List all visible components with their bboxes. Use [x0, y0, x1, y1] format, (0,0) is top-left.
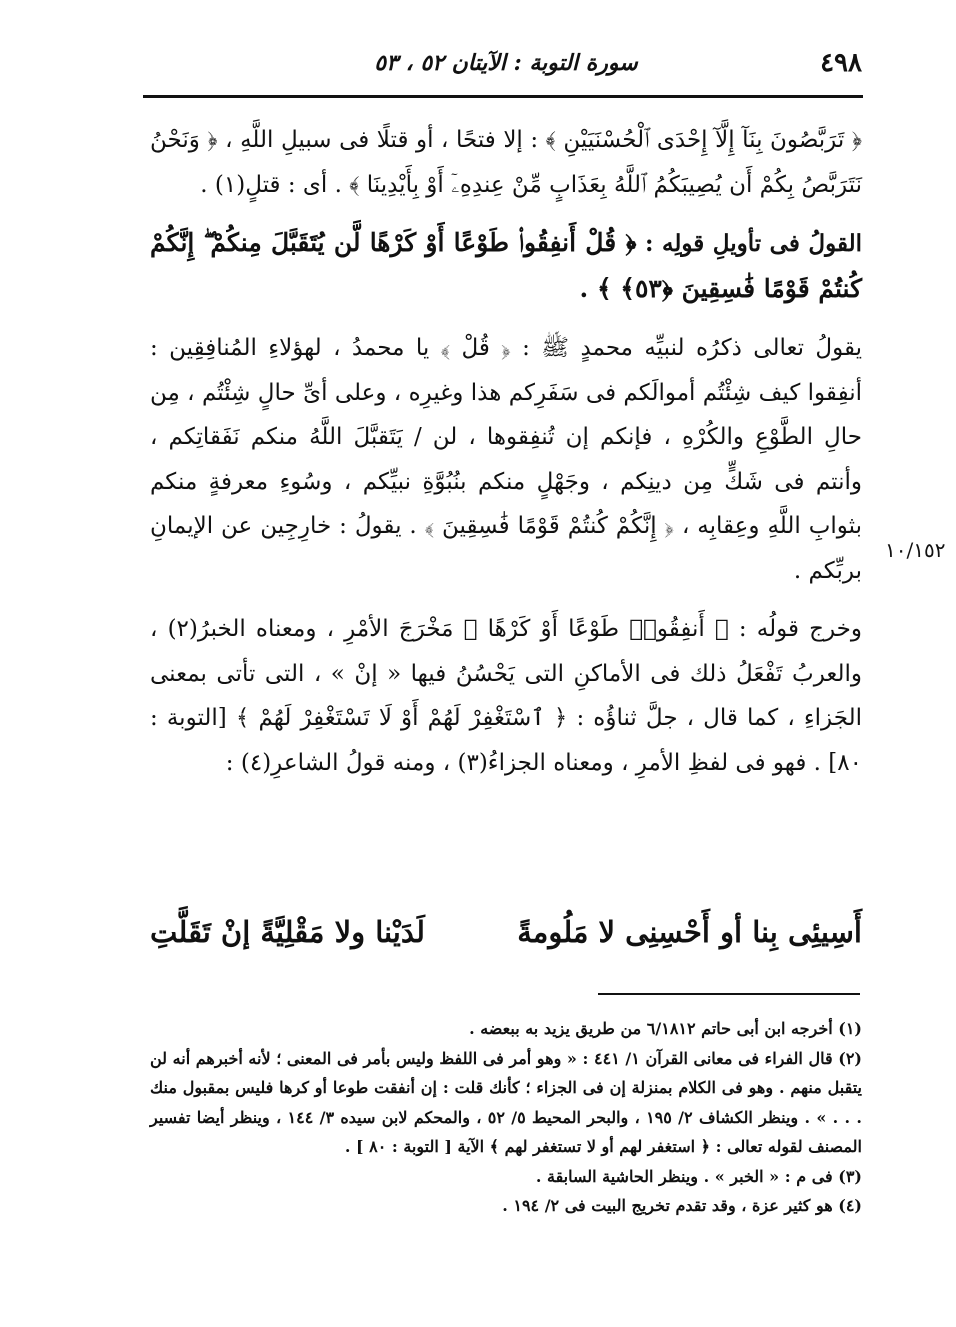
footnotes: [150, 1014, 862, 1221]
page-number: ٤٩٨: [820, 48, 862, 78]
header-rule: [143, 95, 863, 98]
paragraph: [150, 607, 862, 785]
margin-reference: ١٠/١٥٢: [885, 538, 946, 562]
footnote-rule: [598, 993, 860, 995]
running-title: سورة التوبة : الآيتان ٥٢ ، ٥٣: [374, 50, 638, 76]
footnote: (٣) فى م : « الخبر » . وينظر الحاشية السابقة .: [535, 1166, 862, 1186]
paragraph: [150, 326, 862, 593]
poetry-verse: [150, 915, 862, 949]
paragraph-text: يقولُ تعالى ذكرُه لنبيِّه محمدٍ ﷺ : ﴿ قُلْ ﴾ يا محمدُ ، لهؤلاءِ المُنافِقِين : أنفِقوا كيف شِئْتُم أموالَكم فى سَفَرِكم هذا وغيرِه ، وعلى أىِّ حالٍ شِئْتُم ، مِن حالِ الطَّوْعِ والكُرْهِ ، فإنكم إن تُنفِقوها ، لن / يَتَقبَّلَ اللَّهُ منكم نَفَقاتِكم ، وأنتم فى شَكٍّ مِن دينِكم ، وجَهْلٍ منكم بنُبُوَّةِ نبيِّكم ، وسُوءِ معرفةٍ منكم بثوابِ اللَّهِ وعِقابِه ، ﴿ إِنَّكُمْ كُنتُمْ قَوْمًا فَٰسِقِينَ ﴾ . يقولُ : خارِجِين عن الإيمانِ بربِّكم .: [150, 335, 862, 584]
paragraph: [150, 118, 862, 207]
verse-second-hemistich: لَدَيْنا ولا مَقْلِيَّةً إنْ تَقَلَّتِ: [150, 915, 425, 949]
footnote: (١) أخرجه ابن أبى حاتم ٦/١٨١٢ من طريق يزيد به ببعضه .: [469, 1019, 862, 1038]
main-text: [150, 118, 862, 799]
paragraph: [150, 221, 862, 312]
paragraph-text: وخرج قولُه : ﴿ أَنفِقُوا۟ طَوْعًا أَوْ كَرْهًا ﴾ مَخْرَجَ الأمْرِ ، ومعناه الخبرُ(٢) ، والعربُ تَفْعَلُ ذلك فى الأماكنِ التى يَحْسُنُ فيها « إنْ » ، التى تأتى بمعنى الجَزاءِ ، كما قال ، جلَّ ثناؤُه : ﴿ ٱسْتَغْفِرْ لَهُمْ أَوْ لَا تَسْتَغْفِرْ لَهُمْ ﴾ [التوبة : ٨٠] . فهو فى لفظِ الأمرِ ، ومعناه الجزاءُ(٣) ، ومنه قولُ الشاعرِ(٤) :: [150, 616, 862, 776]
footnote: (٤) هو كثير عزة ، وقد تقدم تخريج البيت فى ٢/ ١٩٤ .: [502, 1196, 862, 1215]
paragraph-text: ﴿ تَرَبَّصُونَ بِنَآ إِلَّآ إِحْدَى ٱلْحُسْنَيَيْنِ ﴾ : إلا فتحًا ، أو قتلًا فى سبيلِ اللَّهِ ، ﴿ وَنَحْنُ نَتَرَبَّصُ بِكُمْ أَن يُصِيبَكُمُ ٱللَّهُ بِعَذَابٍ مِّنْ عِندِهِۦٓ أَوْ بِأَيْدِينَا ﴾ . أى : قتلٍ(١) .: [150, 127, 862, 198]
verse-first-hemistich: أَسِيئِى بِنا أو أَحْسِنِى لا مَلُومةً: [517, 915, 862, 949]
page-header: [150, 44, 862, 84]
footnote: (٢) قال الفراء فى معانى القرآن ١/ ٤٤١ : « وهو أمر فى اللفظ وليس بأمر فى المعنى ؛ لأنه أخبرهم أنه لن يتقبل منهم . وهو فى الكلام بمنزلة إن فى الجزاء ؛ كأنك قلت : إن أنفقت طوعا أو كرها فليس بمقبول منك . . . » . وينظر الكشاف ٢/ ١٩٥ ، والبحر المحيط ٥/ ٥٢ ، والمحكم لابن سيده ٣/ ١٤٤ ، وينظر أيضا تفسير المصنف لقوله تعالى : ﴿ استغفر لهم أو لا تستغفر لهم ﴾ الآية [ التوبة : ٨٠ ] .: [150, 1048, 862, 1156]
section-heading: القولُ فى تأويلِ قولِه :: [636, 230, 862, 257]
quran-verse: ﴿ قُلْ أَنفِقُوا۟ طَوْعًا أَوْ كَرْهًا لَّن يُتَقَبَّلَ مِنكُمْ ۖ إِنَّكُمْ كُنتُمْ قَوْمًا فَٰسِقِينَ ﴿٥٣﴾ ﴾ .: [150, 228, 862, 303]
